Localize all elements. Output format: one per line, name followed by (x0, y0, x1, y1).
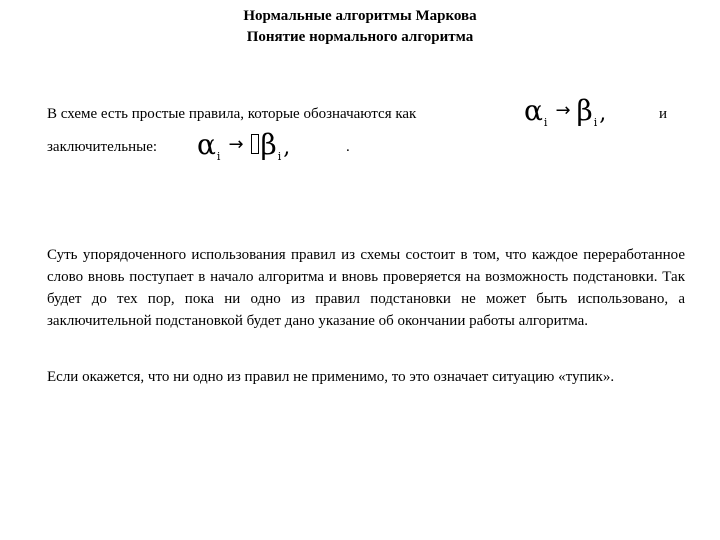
final-marker-box (251, 134, 259, 154)
formula-comma: , (599, 101, 607, 126)
formula-comma: , (283, 135, 291, 160)
alpha-symbol: α (524, 94, 543, 127)
slide-title-block (0, 6, 720, 48)
alpha-subscript: i (216, 150, 221, 163)
simple-rule-formula (524, 96, 606, 132)
beta-subscript: i (277, 150, 282, 163)
beta-symbol: β (576, 94, 593, 127)
right-arrow-icon: → (555, 100, 571, 121)
simple-rules-text: В схеме есть простые правила, которые обозначаются как (47, 106, 417, 122)
conjunction-and: и (659, 106, 668, 122)
beta-symbol: β (260, 128, 277, 161)
paragraph-deadlock: Если окажется, что ни одно из правил не применимо, то это означает ситуацию «тупик». (47, 369, 615, 385)
final-rules-text: заключительные: (47, 139, 158, 155)
slide-title: Нормальные алгоритмы Маркова (243, 8, 477, 24)
beta-subscript: i (593, 116, 598, 129)
right-arrow-icon: → (228, 134, 244, 155)
final-period: . (346, 139, 350, 155)
slide-subtitle: Понятие нормального алгоритма (246, 29, 474, 45)
alpha-symbol: α (197, 128, 216, 161)
alpha-subscript: i (543, 116, 548, 129)
final-rule-formula (197, 130, 290, 166)
paragraph-ordered-usage: Суть упорядоченного использования правил из схемы состоит в том, что каждое переработанное слово вновь поступает в начало алгоритма и вновь проверяется на возможность подстановки. Так будет до тех пор, пока ни одно из правил подстановки не может быть использовано, а заключительной подстановкой будет дано указание об окончании работы алгоритма. (47, 247, 685, 329)
